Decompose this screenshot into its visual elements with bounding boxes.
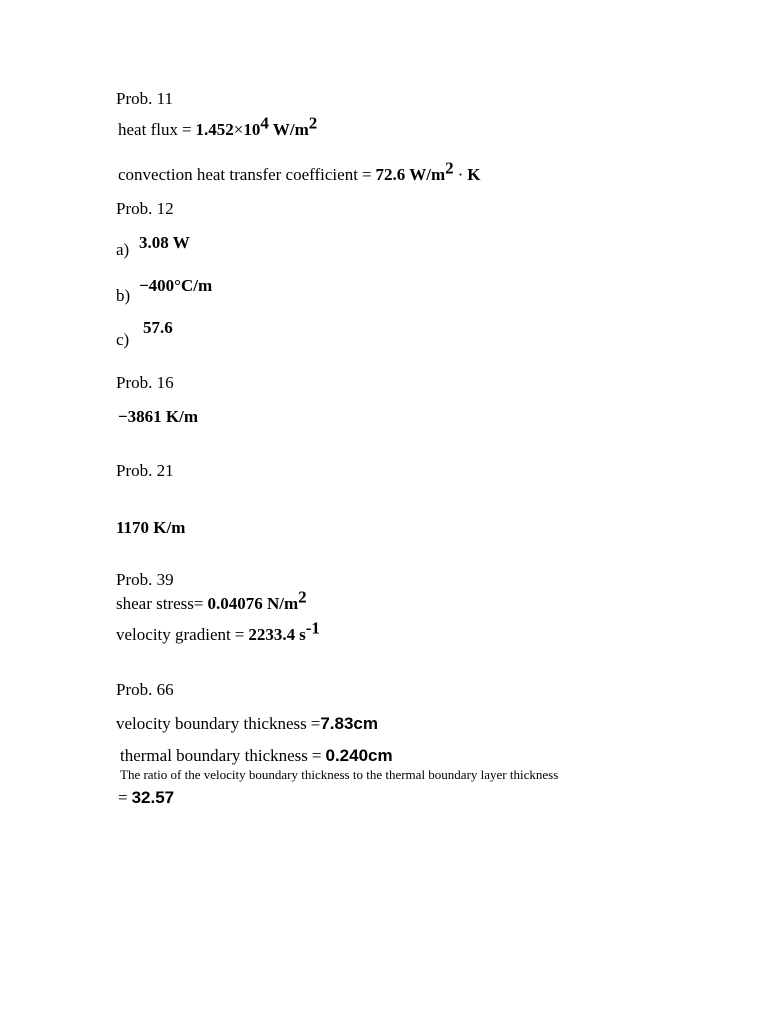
part-a-value: 3.08 W xyxy=(139,233,190,252)
dot-sign: · xyxy=(457,165,464,184)
prob-16-title: Prob. 16 xyxy=(116,373,174,392)
velocity-gradient-value: 2233.4 xyxy=(248,625,296,644)
convection-unit-exponent: 2 xyxy=(445,158,454,178)
equals-sign: = xyxy=(310,714,321,733)
prob-11-title: Prob. 11 xyxy=(116,89,173,108)
velocity-gradient-unit: s xyxy=(299,625,306,644)
heat-flux-exponent: 4 xyxy=(260,113,269,133)
thermal-boundary-label: thermal boundary thickness xyxy=(120,746,308,765)
thermal-boundary-line xyxy=(120,746,393,766)
heat-flux-unit: W/m xyxy=(272,120,309,139)
times-sign: × xyxy=(233,120,244,139)
ratio-line xyxy=(118,788,174,808)
prob-39-title: Prob. 39 xyxy=(116,570,174,589)
shear-stress-line xyxy=(116,587,307,614)
convection-unit-k: K xyxy=(467,165,481,184)
velocity-boundary-label: velocity boundary thickness xyxy=(116,714,307,733)
equals-sign: = xyxy=(361,165,372,184)
velocity-gradient-exponent: -1 xyxy=(305,618,320,638)
shear-stress-value: 0.04076 N/m xyxy=(207,594,299,613)
prob-21-title: Prob. 21 xyxy=(116,461,174,480)
equals-sign: = xyxy=(118,788,128,807)
heat-flux-unit-exponent: 2 xyxy=(308,113,318,133)
equals-sign: = xyxy=(193,594,204,613)
part-a-label: a) xyxy=(116,240,130,259)
velocity-gradient-line xyxy=(116,618,320,645)
velocity-gradient-label: velocity gradient xyxy=(116,625,231,644)
velocity-boundary-value: 7.83cm xyxy=(320,714,379,733)
part-b-value: −400°C/m xyxy=(139,276,213,295)
prob-12-title: Prob. 12 xyxy=(116,199,174,218)
shear-stress-label: shear stress xyxy=(116,594,194,613)
ratio-description: The ratio of the velocity boundary thickness to the thermal boundary layer thickness xyxy=(120,767,559,782)
prob-66-title: Prob. 66 xyxy=(116,680,174,699)
velocity-boundary-line xyxy=(116,714,378,734)
heat-flux-mantissa: 1.452 xyxy=(195,120,234,139)
ratio-value: 32.57 xyxy=(131,788,175,807)
heat-flux-label: heat flux xyxy=(118,120,178,139)
convection-coefficient-line xyxy=(118,158,481,185)
convection-value: 72.6 W/m xyxy=(375,165,446,184)
prob-16-value: −3861 K/m xyxy=(118,407,199,426)
part-b-label: b) xyxy=(116,286,131,305)
equals-sign: = xyxy=(181,120,192,139)
part-c-value: 57.6 xyxy=(143,318,173,337)
heat-flux-line xyxy=(118,113,318,140)
prob-21-value: 1170 K/m xyxy=(116,518,186,537)
part-c-label: c) xyxy=(116,330,130,349)
equals-sign: = xyxy=(234,625,245,644)
convection-label: convection heat transfer coefficient xyxy=(118,165,358,184)
heat-flux-base: 10 xyxy=(243,120,261,139)
equals-sign: = xyxy=(311,746,322,765)
shear-stress-exponent: 2 xyxy=(298,587,307,607)
thermal-boundary-value: 0.240cm xyxy=(325,746,393,765)
